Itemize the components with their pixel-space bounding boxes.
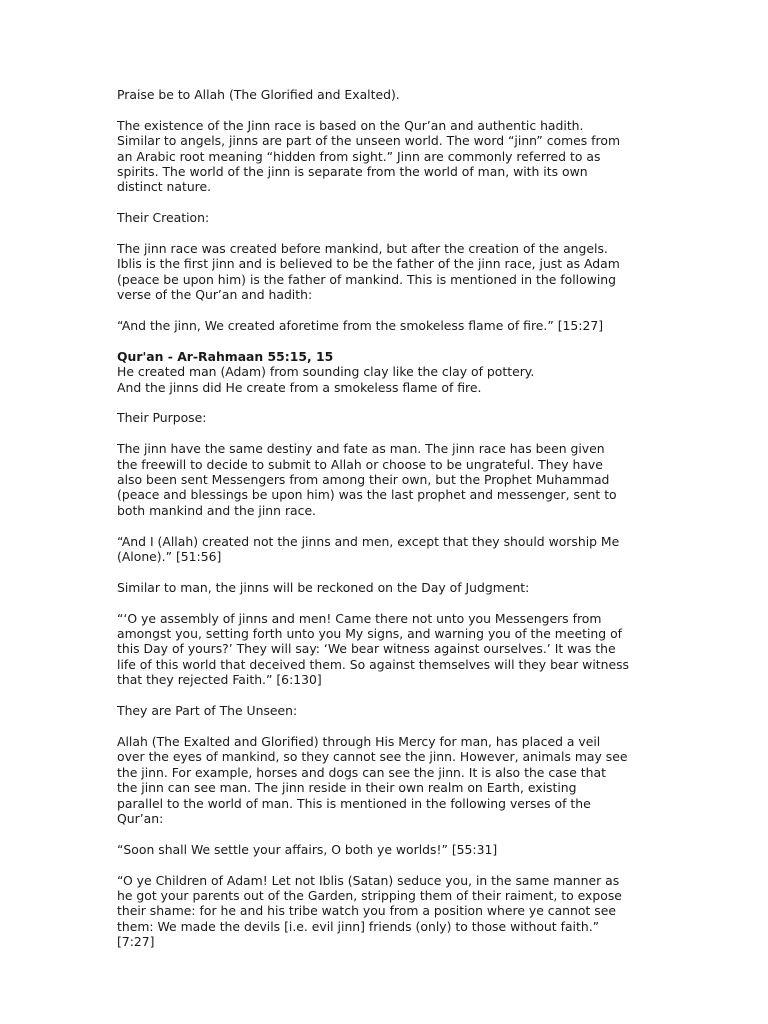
creation-paragraph: The jinn race was created before mankind, but after the creation of the angels. Iblis is the first jinn and is believed to be the father of the jinn race, just as Adam (peace be upon him) is the father of mankind. This is mentioned in the following verse of the Qur’an and hadith:: [117, 241, 620, 303]
existence-paragraph: The existence of the Jinn race is based on the Qur’an and authentic hadith. Similar to angels, jinns are part of the unseen world. The word “jinn” comes from an Arabic root meaning “hidden from sight.” Jinn are commonly referred to as spirits. The world of the jinn is separate from the world of man, with its own distinct nature.: [117, 117, 621, 195]
creation-heading: Their Creation:: [117, 210, 210, 226]
quote-6-130: “‘O ye assembly of jinns and men! Came there not unto you Messengers from amongst you, setting forth unto you My signs, and warning you of the meeting of this Day of yours?’ They will say: ‘We bear witness against ourselves.’ It was the life of this world that deceived them. So against themselves will they bear witness that they rejected Faith.” [6:130]: [117, 610, 630, 688]
quote-55-31: “Soon shall We settle your affairs, O both ye worlds!” [55:31]: [117, 841, 498, 857]
quote-51-56: “And I (Allah) created not the jinns and men, except that they should worship Me (Alone).” [51:56]: [117, 533, 620, 565]
quote-15-27: “And the jinn, We created aforetime from the smokeless flame of fire.” [15:27]: [117, 318, 604, 334]
judgment-paragraph: Similar to man, the jinns will be reckoned on the Day of Judgment:: [117, 579, 530, 595]
unseen-paragraph: Allah (The Exalted and Glorified) through His Mercy for man, has placed a veil over the eyes of mankind, so they cannot see the jinn. However, animals may see the jinn. For example, horses and dogs can see the jinn. It is also the case that the jinn can see man. The jinn reside in their own realm on Earth, existing parallel to the world of man. This is mentioned in the following verses of the Qur’an:: [117, 733, 628, 826]
quran-reference-title: Qur'an - Ar-Rahmaan 55:15, 15: [117, 348, 334, 364]
intro-paragraph: Praise be to Allah (The Glorified and Exalted).: [117, 87, 400, 102]
purpose-heading: Their Purpose:: [117, 410, 207, 426]
unseen-heading: They are Part of The Unseen:: [117, 703, 298, 719]
quote-7-27: “O ye Children of Adam! Let not Iblis (Satan) seduce you, in the same manner as he got your parents out of the Garden, stripping them of their raiment, to expose their shame: for he and his tribe watch you from a position where ye cannot see them: We made the devils [i.e. evil jinn] friends (only) to those without faith.” [7:27]: [117, 872, 622, 950]
quran-reference-text: He created man (Adam) from sounding clay like the clay of pottery. And the jinns did He create from a smokeless flame of fire.: [117, 364, 535, 395]
purpose-paragraph: The jinn have the same destiny and fate as man. The jinn race has been given the freewill to decide to submit to Allah or choose to be ungrateful. They have also been sent Messengers from among their own, but the Prophet Muhammad (peace and blessings be upon him) was the last prophet and messenger, sent to both mankind and the jinn race.: [117, 441, 617, 518]
